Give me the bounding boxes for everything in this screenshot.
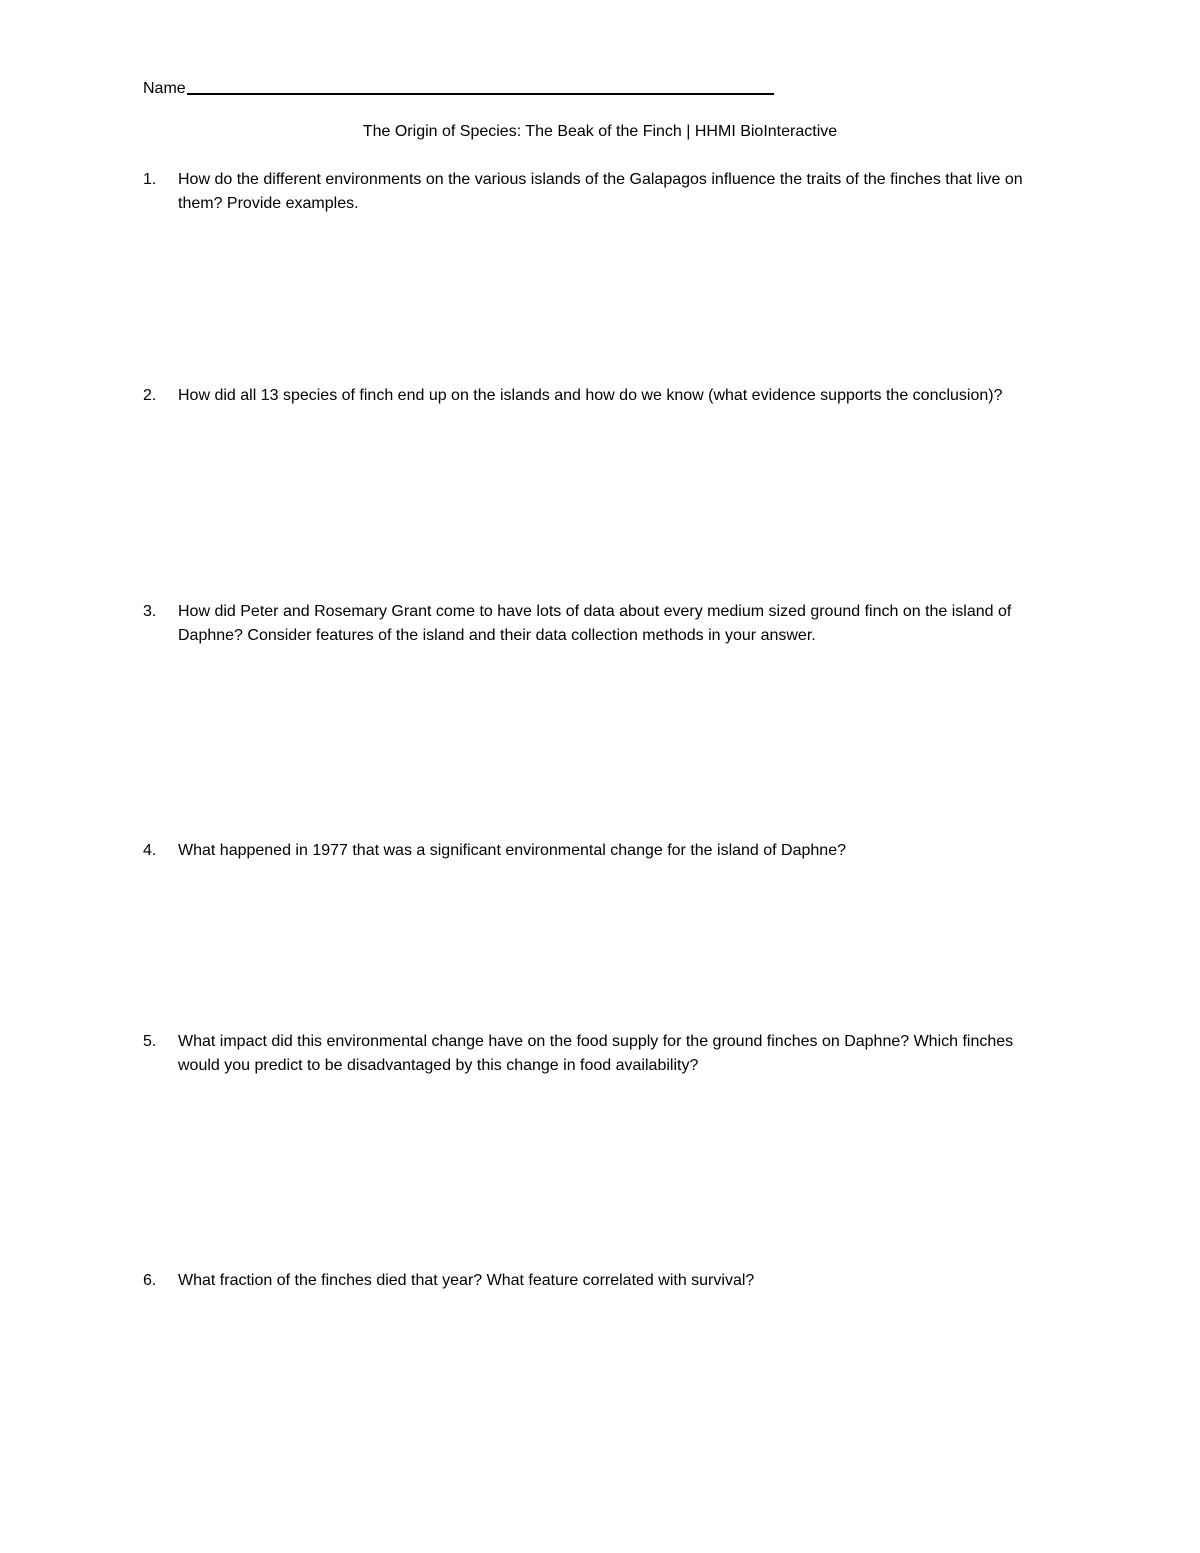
question-text: What happened in 1977 that was a significant environmental change for the island of Daphne? (178, 842, 846, 859)
question-number: 1. (143, 171, 157, 188)
question-number: 5. (143, 1033, 157, 1050)
question-number: 3. (143, 603, 157, 620)
question-5 (143, 1030, 1063, 1078)
question-2 (143, 384, 1063, 408)
name-label: Name (143, 80, 186, 97)
question-number: 2. (143, 387, 157, 404)
name-blank-line (187, 93, 774, 95)
question-3 (143, 600, 1063, 648)
question-6 (143, 1269, 1063, 1293)
question-4 (143, 839, 1063, 863)
question-text: What fraction of the finches died that year? What feature correlated with survival? (178, 1272, 755, 1289)
question-1 (143, 168, 1063, 216)
question-number: 6. (143, 1272, 157, 1289)
question-text: How do the different environments on the various islands of the Galapagos influence the traits of the finches that live on them? Provide examples. (178, 171, 1023, 212)
document-title: The Origin of Species: The Beak of the Finch | HHMI BioInteractive (362, 123, 838, 140)
question-text: How did all 13 species of finch end up on the islands and how do we know (what evidence supports the conclusion)? (178, 387, 1003, 404)
question-number: 4. (143, 842, 157, 859)
question-text: How did Peter and Rosemary Grant come to have lots of data about every medium sized ground finch on the island of Daphne? Consider features of the island and their data collection methods in your answer. (178, 603, 1012, 644)
name-field-row (143, 74, 783, 98)
question-text: What impact did this environmental change have on the food supply for the ground finches on Daphne? Which finches would you predict to be disadvantaged by this change in food availability? (178, 1033, 1014, 1074)
